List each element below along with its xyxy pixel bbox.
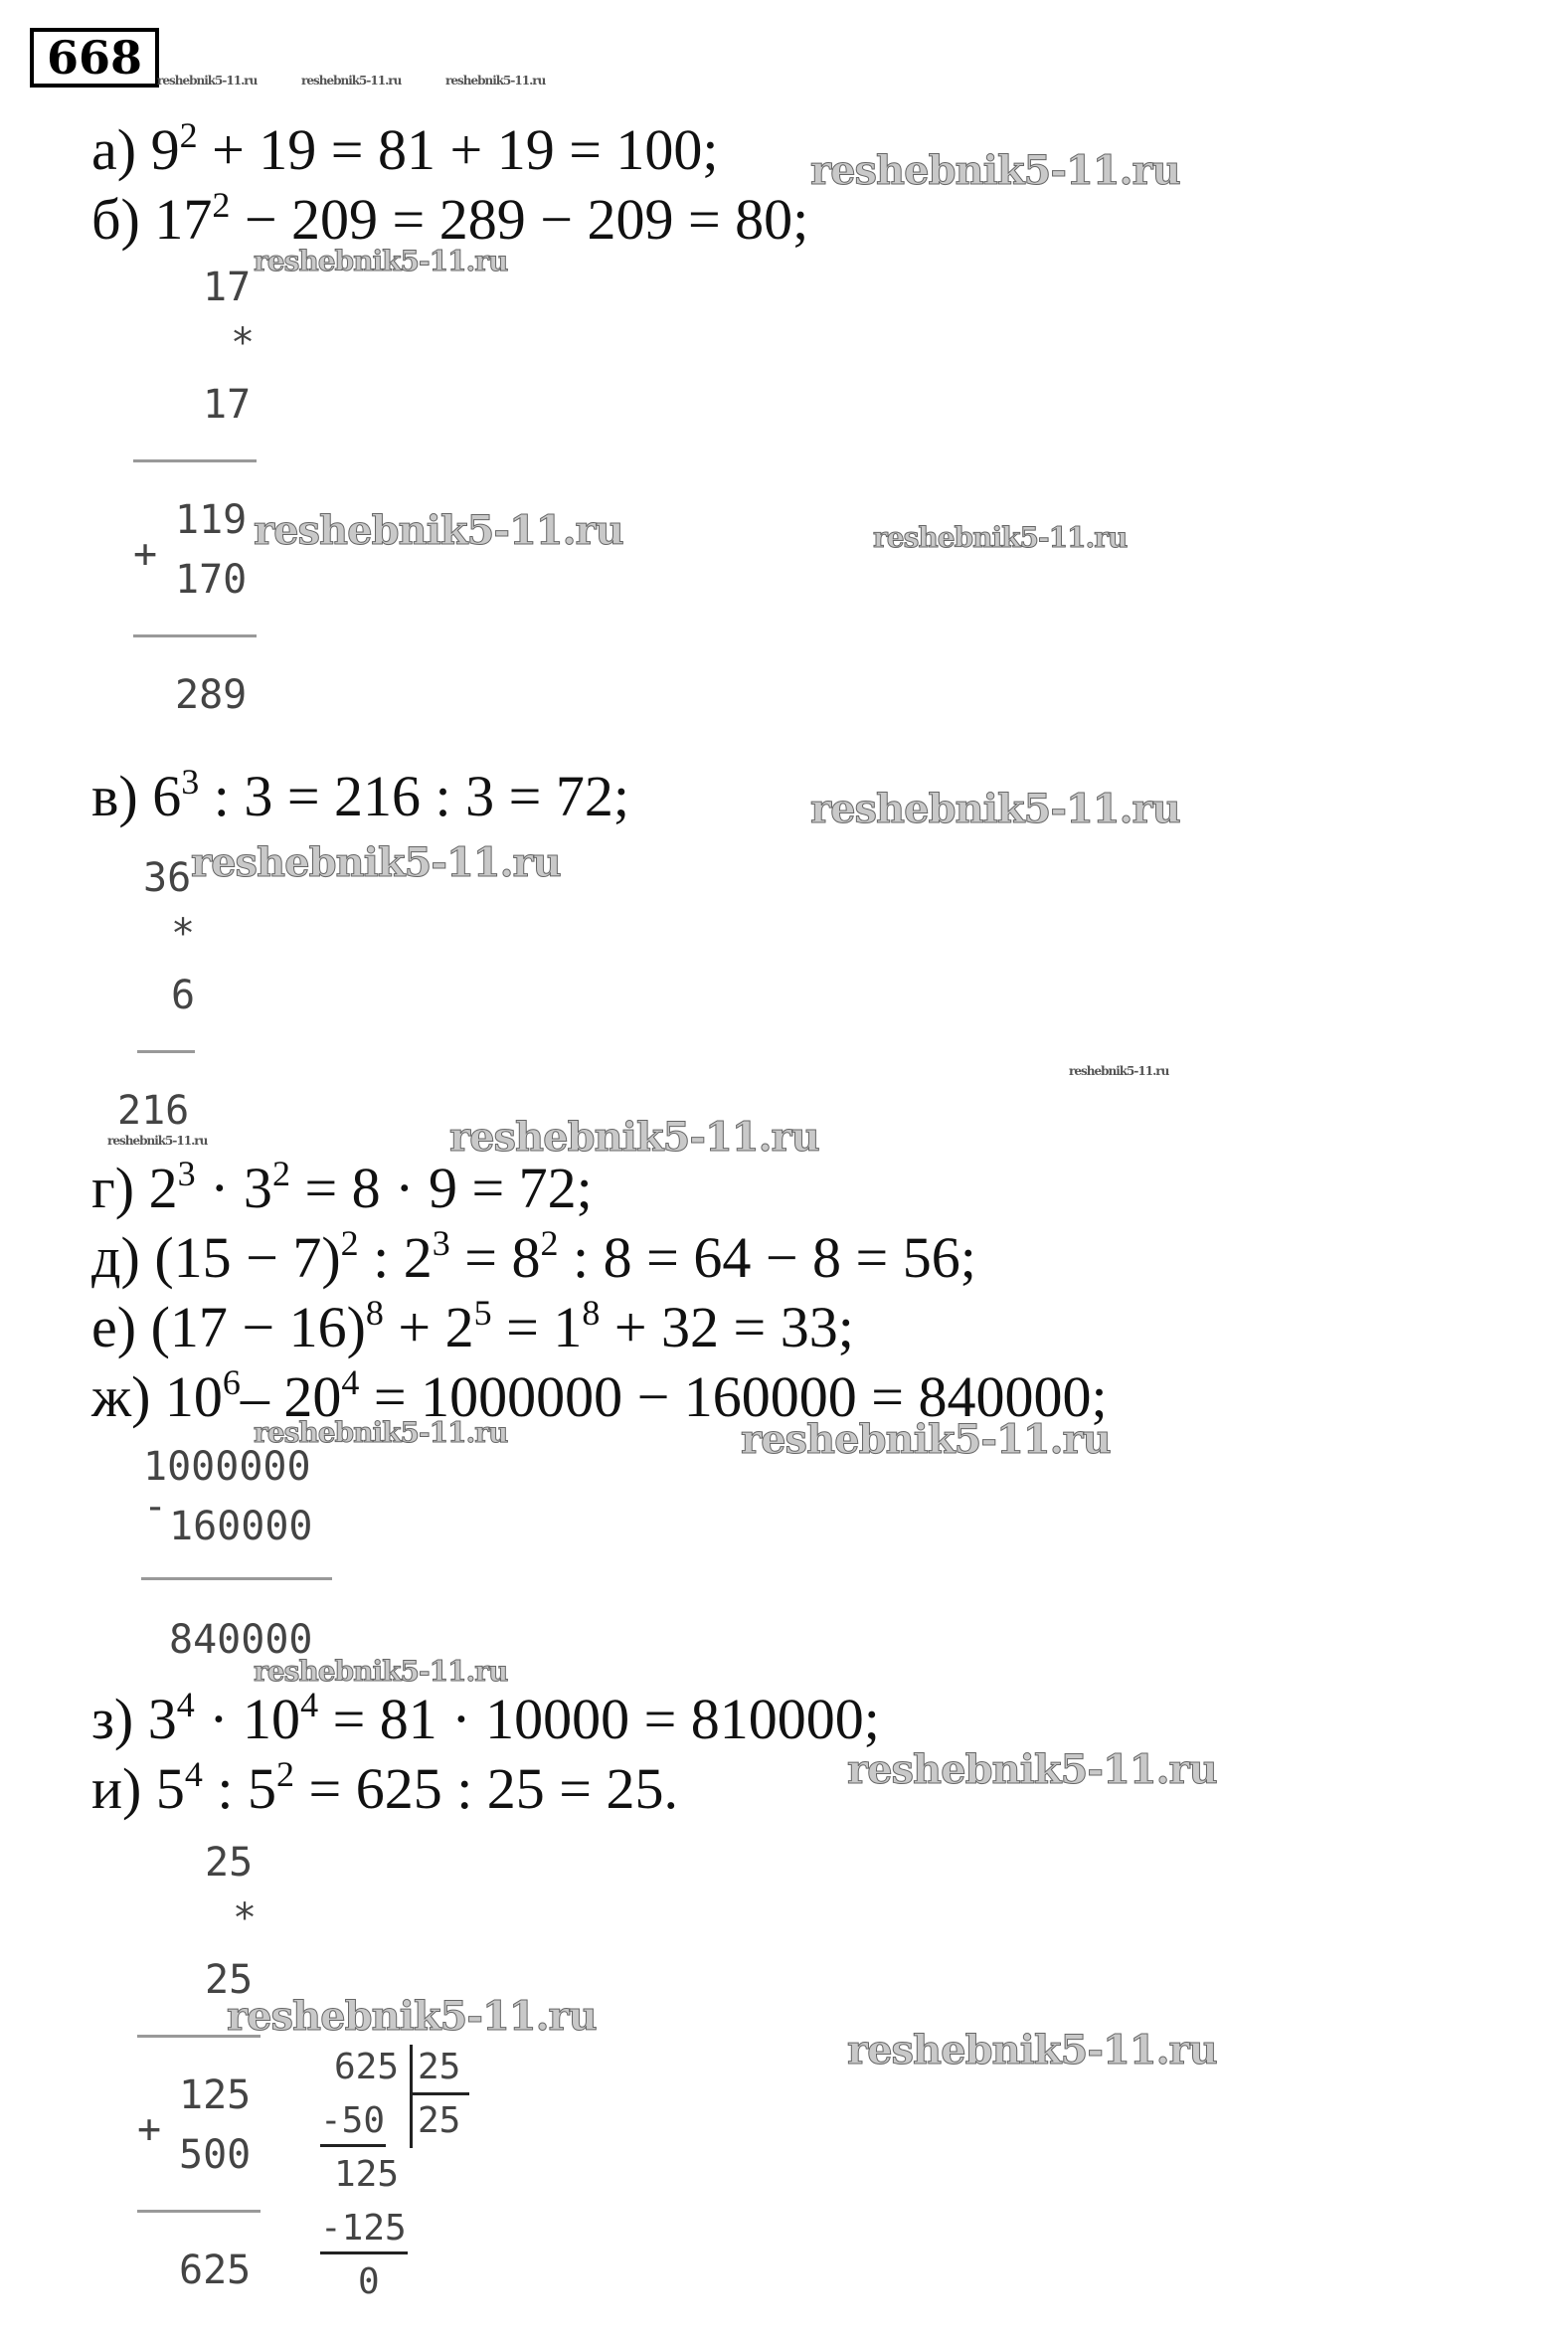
equation-b: б) $17^2 - 209 = 289 - 209 = 80$;	[91, 185, 809, 252]
equation-d: д) $(15 - 7)^2$ : $2^3 = 8^2$ : 8 = 64 − 8 = 56;	[91, 1223, 976, 1290]
watermark: reshebnik5-11.ru	[254, 1416, 508, 1449]
calc-partial: 500	[179, 2132, 252, 2178]
calc-top: 17	[203, 265, 252, 310]
watermark: reshebnik5-11.ru	[254, 1655, 508, 1688]
watermark: reshebnik5-11.ru	[847, 2027, 1217, 2073]
calc-partial: 119	[175, 497, 248, 543]
watermark: reshebnik5-11.ru	[810, 786, 1180, 832]
equation-v: в) $6^3$ : 3 = 216 : 3 = 72;	[91, 762, 629, 828]
division-quotient: 25	[418, 2100, 461, 2141]
division-rule	[320, 2144, 386, 2147]
watermark: reshebnik5-11.ru	[301, 74, 402, 88]
calc-result: 216	[117, 1088, 190, 1134]
equation-i: и) $5^4$ : $5^2 = 625$ : 25 = 25.	[91, 1754, 679, 1821]
problem-number-badge: 668	[30, 28, 159, 88]
watermark: reshebnik5-11.ru	[107, 1134, 208, 1148]
calc-rule	[133, 459, 257, 462]
calc-result: 289	[175, 672, 248, 718]
watermark: reshebnik5-11.ru	[227, 1993, 597, 2040]
watermark: reshebnik5-11.ru	[847, 1746, 1217, 1793]
watermark: reshebnik5-11.ru	[445, 74, 546, 88]
calc-rule	[137, 2210, 261, 2213]
calc-rule	[137, 1050, 195, 1053]
watermark: reshebnik5-11.ru	[873, 521, 1128, 554]
division-bar	[410, 2092, 469, 2095]
calc-result: 625	[179, 2248, 252, 2293]
calc-operator: *	[233, 1895, 258, 1941]
calc-bottom: 25	[205, 1957, 254, 2003]
watermark: reshebnik5-11.ru	[741, 1416, 1111, 1463]
calc-top: 1000000	[143, 1444, 311, 1490]
calc-rule	[141, 1577, 332, 1580]
division-dividend: 625	[334, 2047, 400, 2087]
division-divisor: 25	[418, 2047, 461, 2087]
watermark: reshebnik5-11.ru	[810, 147, 1180, 194]
watermark: reshebnik5-11.ru	[254, 245, 508, 277]
division-bar	[410, 2045, 413, 2148]
calc-bottom: 17	[203, 382, 252, 428]
calc-plus: +	[137, 2106, 162, 2152]
equation-zh: ж) $10^6-$ $20^4 = 1000000 - 160000 = 840000$;	[91, 1362, 1108, 1429]
watermark: reshebnik5-11.ru	[191, 839, 561, 886]
calc-minus: -	[143, 1484, 168, 1530]
calc-bottom: 160000	[169, 1504, 313, 1549]
division-remainder: 0	[358, 2261, 380, 2302]
equation-z: з) $3^4 \cdot 10^4 = 81 \cdot 10000 = 810000$;	[91, 1685, 880, 1751]
division-step: -50	[320, 2100, 386, 2141]
watermark: reshebnik5-11.ru	[1069, 1064, 1169, 1078]
division-step: -125	[320, 2208, 407, 2249]
watermark: reshebnik5-11.ru	[449, 1114, 819, 1161]
division-rule	[320, 2251, 408, 2254]
calc-rule	[133, 634, 257, 637]
equation-a: а) $9^2 + 19 = 81 + 19 = 100$;	[91, 115, 719, 182]
calc-operator: *	[171, 911, 196, 957]
calc-bottom: 6	[171, 973, 196, 1018]
division-remainder: 125	[334, 2154, 400, 2195]
equation-g: г) $2^3 \cdot 3^2 = 8 \cdot 9 = 72$;	[91, 1154, 593, 1220]
calc-top: 36	[143, 855, 192, 901]
watermark: reshebnik5-11.ru	[254, 507, 623, 554]
equation-e: е) $(17 - 16)^8 + 2^5 = 1^8 + 32 = 33$;	[91, 1293, 854, 1359]
calc-result: 840000	[169, 1617, 313, 1663]
calc-top: 25	[205, 1840, 254, 1886]
calc-partial: 125	[179, 2072, 252, 2118]
calc-operator: *	[231, 320, 256, 366]
watermark: reshebnik5-11.ru	[157, 74, 258, 88]
calc-partial: 170	[175, 557, 248, 603]
calc-plus: +	[133, 531, 158, 577]
